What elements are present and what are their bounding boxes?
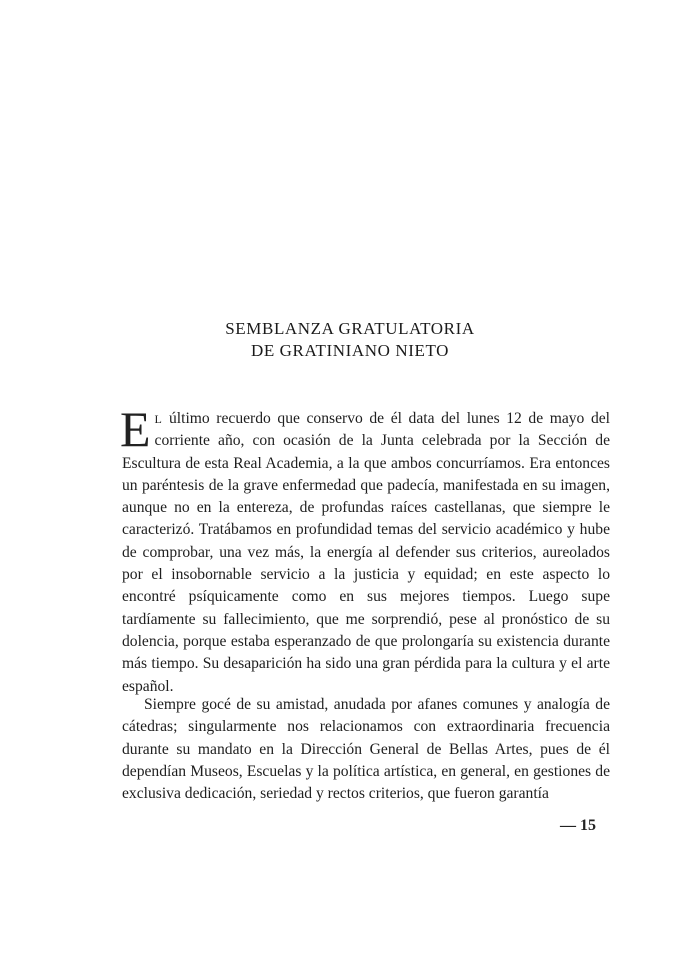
paragraph-1 <box>120 401 610 698</box>
document-title-line-2: DE GRATINIANO NIETO <box>250 341 450 360</box>
page-number: — 15 <box>560 817 596 834</box>
drop-cap: E <box>120 401 151 457</box>
paragraph-1-text: último recuerdo que conservo de él data del lunes 12 de mayo del corriente año, con ocasión de la Junta celebrada por la Sección de Escultura de esta Real Academia, a la que ambos concurríamos. Era entonces un paréntesis de la grave enfermedad que padecía, manifestada en su imagen, aunque no en la entereza, de profundas raíces castellanas, que siempre le caracterizó. Tratábamos en profundidad temas del servicio académico y hube de comprobar, una vez más, la energía al defender sus criterios, aureolados por el insobornable servicio a la justicia y equidad; en este aspecto lo encontré psíquicamente como en sus mejores tiempos. Luego supe tardíamente su fallecimiento, que me sorprendió, pese al pronóstico de su dolencia, porque estaba esperanzado de que prolongaría su existencia durante más tiempo. Su desaparición ha sido una gran pérdida para la cultura y el arte español. <box>122 410 610 695</box>
paragraph-2: Siempre gocé de su amistad, anudada por afanes comunes y analogía de cátedras; singularmente nos relacionamos con extraordinaria frecuencia durante su mandato en la Dirección General de Bellas Artes, pues de él dependían Museos, Escuelas y la política artística, en general, en gestiones de exclusiva dedicación, seriedad y rectos criterios, que fueron garantía <box>122 696 610 803</box>
small-caps-text: L <box>154 412 163 426</box>
document-title-line-1: SEMBLANZA GRATULATORIA <box>225 319 475 338</box>
